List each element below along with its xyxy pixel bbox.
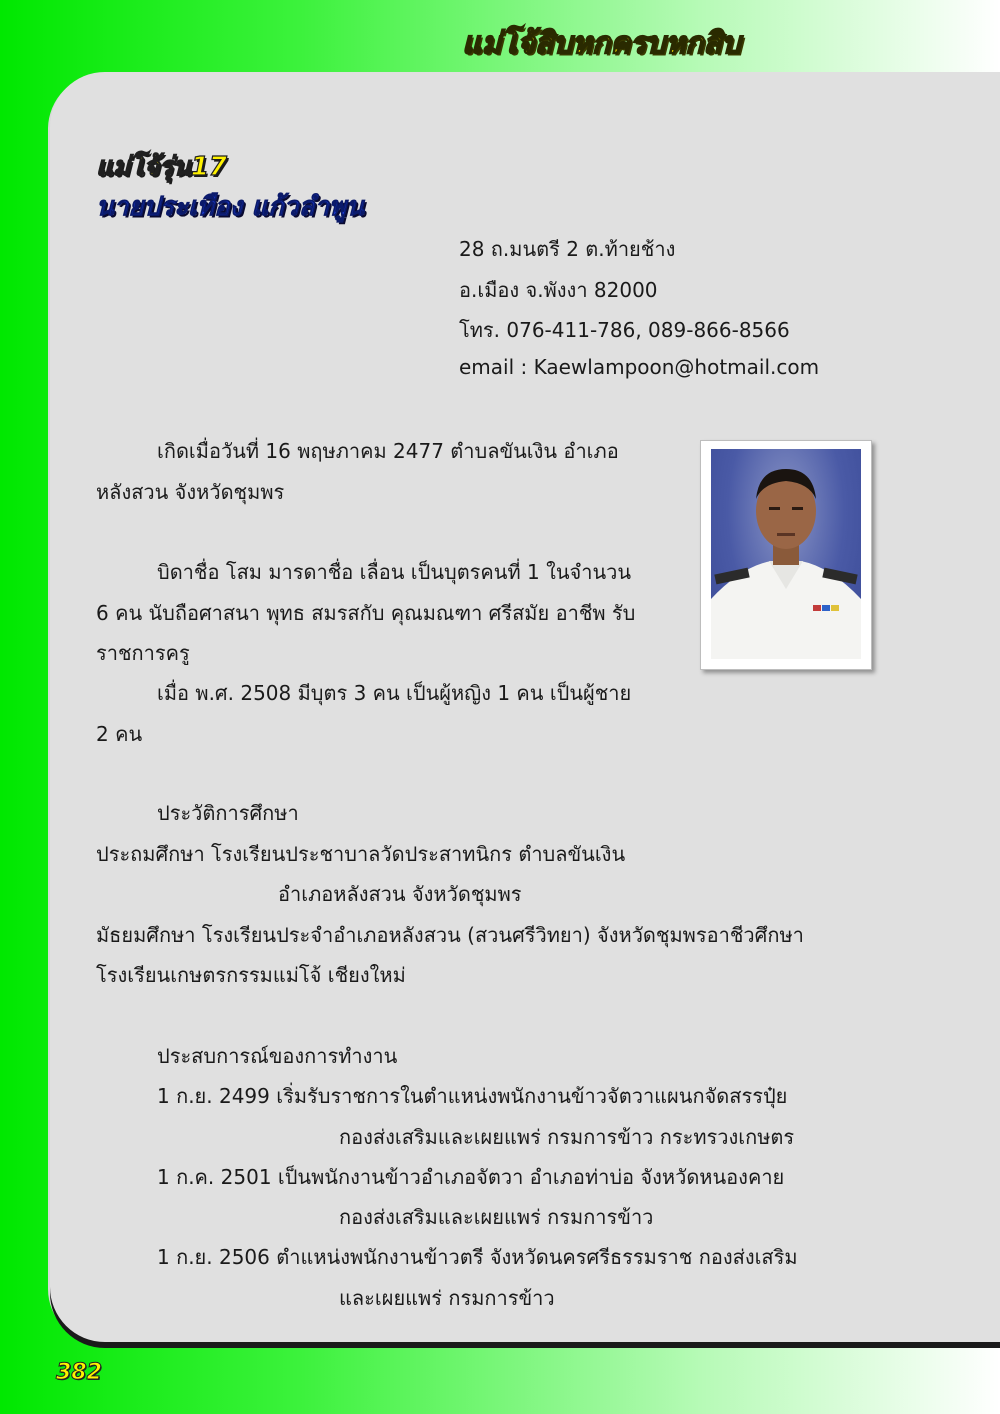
header-title: แม่โจ้สิบหกครบหกสิบ <box>462 26 741 61</box>
work-item-2-line1: 1 ก.ค. 2501 เป็นพนักงานข้าวอำเภอจัตวา อำเภอท่าบ่อ จังหวัดหนองคาย <box>157 1165 785 1189</box>
page-number: 382 <box>56 1360 102 1385</box>
portrait-illustration <box>711 449 861 659</box>
education-line-2: อำเภอหลังสวน จังหวัดชุมพร <box>278 882 522 906</box>
generation-title: แม่โจ้รุ่น17 <box>96 152 228 182</box>
education-line-1: ประถมศึกษา โรงเรียนประชาบาลวัดประสาทนิกร ตำบลขันเงิน <box>96 842 626 866</box>
person-name: นายประเทือง แก้วลำพูน <box>96 192 364 222</box>
work-heading: ประสบการณ์ของการทำงาน <box>157 1044 398 1068</box>
work-item-1-line2: กองส่งเสริมและเผยแพร่ กรมการข้าว กระทรวงเกษตร <box>339 1125 795 1149</box>
work-item-2-line2: กองส่งเสริมและเผยแพร่ กรมการข้าว <box>339 1205 654 1229</box>
email-line: email : Kaewlampoon@hotmail.com <box>459 355 820 379</box>
portrait-photo-frame <box>700 440 872 670</box>
phone-line: โทร. 076-411-786, 089-866-8566 <box>459 318 790 342</box>
education-heading: ประวัติการศึกษา <box>157 801 299 825</box>
work-item-1-line1: 1 ก.ย. 2499 เริ่มรับราชการในตำแหน่งพนักงานข้าวจัตวาแผนกจัดสรรปุ๋ย <box>157 1084 788 1108</box>
bio-p2-line3: ราชการครู <box>96 641 190 665</box>
bio-p2-line1: บิดาชื่อ โสม มารดาชื่อ เลื่อน เป็นบุตรคนที่ 1 ในจำนวน <box>157 560 632 584</box>
bio-p3-line2: 2 คน <box>96 722 143 746</box>
bio-p1-line1: เกิดเมื่อวันที่ 16 พฤษภาคม 2477 ตำบลขันเงิน อำเภอ <box>157 439 619 463</box>
bio-p3-line1: เมื่อ พ.ศ. 2508 มีบุตร 3 คน เป็นผู้หญิง 1 คน เป็นผู้ชาย <box>157 681 632 705</box>
bio-p1-line2: หลังสวน จังหวัดชุมพร <box>96 480 285 504</box>
portrait-photo <box>711 449 861 659</box>
bio-p2-line2: 6 คน นับถือศาสนา พุทธ สมรสกับ คุณมณฑา ศรีสมัย อาชีพ รับ <box>96 601 636 625</box>
education-line-3: มัธยมศึกษา โรงเรียนประจำอำเภอหลังสวน (สวนศรีวิทยา) จังหวัดชุมพรอาชีวศึกษา <box>96 923 804 947</box>
address-line-2: อ.เมือง จ.พังงา 82000 <box>459 278 658 302</box>
education-line-4: โรงเรียนเกษตรกรรมแม่โจ้ เชียงใหม่ <box>96 963 406 987</box>
work-item-3-line1: 1 ก.ย. 2506 ตำแหน่งพนักงานข้าวตรี จังหวัดนครศรีธรรมราช กองส่งเสริม <box>157 1245 798 1269</box>
address-line-1: 28 ถ.มนตรี 2 ต.ท้ายช้าง <box>459 237 676 261</box>
work-item-3-line2: และเผยแพร่ กรมการข้าว <box>339 1286 555 1310</box>
